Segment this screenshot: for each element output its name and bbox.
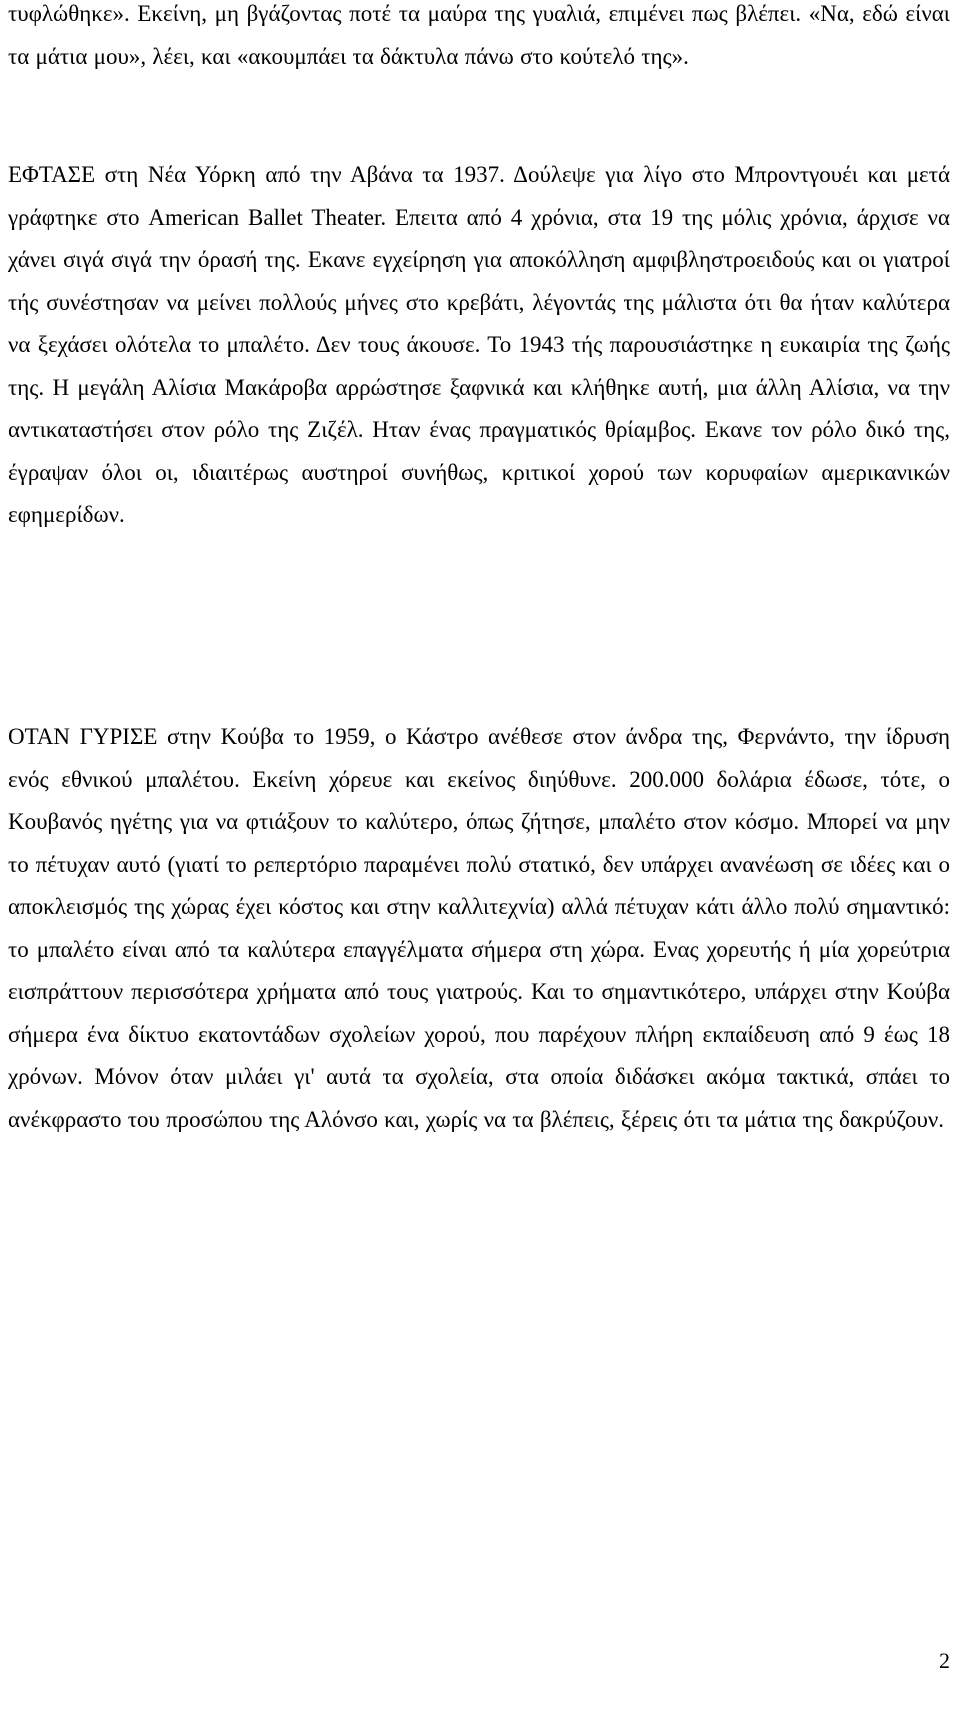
page-number: 2 bbox=[939, 1648, 950, 1673]
document-page bbox=[8, 0, 950, 1709]
paragraph-2: ΕΦΤΑΣΕ στη Νέα Υόρκη από την Αβάνα τα 1937. Δούλεψε για λίγο στο Μπροντγουέι και μετά γράφτηκε στο American Ballet Theater. Επειτα από 4 χρόνια, στα 19 της μόλις χρόνια, άρχισε να χάνει σιγά σιγά την όρασή της. Εκανε εγχείρηση για αποκόλληση αμφιβληστροειδούς και οι γιατροί τής συνέστησαν να μείνει πολλούς μήνες στο κρεβάτι, λέγοντάς της μάλιστα ότι θα ήταν καλύτερα να ξεχάσει ολότελα το μπαλέτο. Δεν τους άκουσε. Το 1943 τής παρουσιάστηκε η ευκαιρία της ζωής της. Η μεγάλη Αλίσια Μακάροβα αρρώστησε ξαφνικά και κλήθηκε αυτή, μια άλλη Αλίσια, να την αντικαταστήσει στον ρόλο της Ζιζέλ. Ηταν ένας πραγματικός θρίαμβος. Εκανε τον ρόλο δικό της, έγραψαν όλοι οι, ιδιαιτέρως αυστηροί συνήθως, κριτικοί χορού των κορυφαίων αμερικανικών εφημερίδων. bbox=[8, 162, 950, 527]
paragraph-1: τυφλώθηκε». Εκείνη, μη βγάζοντας ποτέ τα μαύρα της γυαλιά, επιμένει πως βλέπει. «Να, εδώ είναι τα μάτια μου», λέει, και «ακουμπάει τα δάκτυλα πάνω στο κούτελό της». bbox=[8, 1, 950, 69]
paragraph-3: ΟΤΑΝ ΓΥΡΙΣΕ στην Κούβα το 1959, ο Κάστρο ανέθεσε στον άνδρα της, Φερνάντο, την ίδρυση ενός εθνικού μπαλέτου. Εκείνη χόρευε και εκείνος διηύθυνε. 200.000 δολάρια έδωσε, τότε, ο Κουβανός ηγέτης για να φτιάξουν το καλύτερο, όπως ζήτησε, μπαλέτο στον κόσμο. Μπορεί να μην το πέτυχαν αυτό (γιατί το ρεπερτόριο παραμένει πολύ στατικό, δεν υπάρχει ανανέωση σε ιδέες και ο αποκλεισμός της χώρας έχει κόστος και στην καλλιτεχνία) αλλά πέτυχαν κάτι άλλο πολύ σημαντικό: το μπαλέτο είναι από τα καλύτερα επαγγέλματα σήμερα στη χώρα. Ενας χορευτής ή μία χορεύτρια εισπράττουν περισσότερα χρήματα από τους γιατρούς. Και το σημαντικότερο, υπάρχει στην Κούβα σήμερα ένα δίκτυο εκατοντάδων σχολείων χορού, που παρέχουν πλήρη εκπαίδευση από 9 έως 18 χρόνων. Μόνον όταν μιλάει γι' αυτά τα σχολεία, στα οποία διδάσκει ακόμα τακτικά, σπάει το ανέκφραστο του προσώπου της Αλόνσο και, χωρίς να τα βλέπεις, ξέρεις ότι τα μάτια της δακρύζουν. bbox=[8, 724, 950, 1132]
